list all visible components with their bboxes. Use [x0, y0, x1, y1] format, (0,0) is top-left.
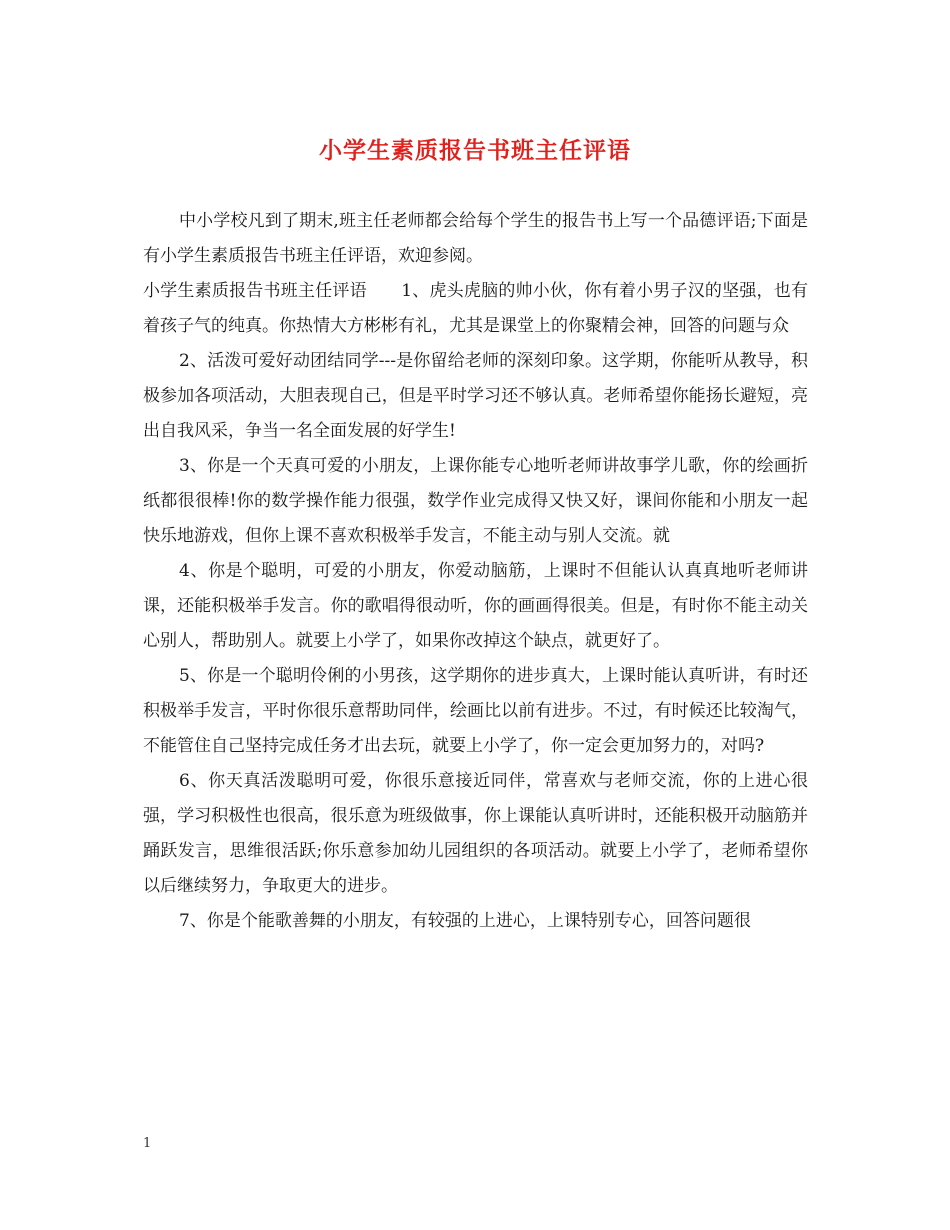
paragraph-comment-6: 6、你天真活泼聪明可爱，你很乐意接近同伴，常喜欢与老师交流，你的上进心很强，学习积极性也很高，很乐意为班级做事，你上课能认真听讲时，还能积极开动脑筋并踊跃发言，思维很活跃;你乐意参加幼儿园组织的各项活动。就要上小学了，老师希望你以后继续努力，争取更大的进步。: [143, 771, 808, 896]
paragraph-comment-4: 4、你是个聪明，可爱的小朋友，你爱动脑筋，上课时不但能认认真真地听老师讲课，还能积极举手发言。你的歌唱得很动听，你的画画得很美。但是，有时你不能主动关心别人，帮助别人。就要上小学了，如果你改掉这个缺点，就更好了。: [143, 561, 808, 651]
document-body: [143, 204, 808, 939]
paragraph-comment-3: 3、你是一个天真可爱的小朋友，上课你能专心地听老师讲故事学儿歌，你的绘画折纸都很很棒!你的数学操作能力很强，数学作业完成得又快又好，课间你能和小朋友一起快乐地游戏，但你上课不喜欢积极举手发言，不能主动与别人交流。就: [143, 456, 808, 546]
page-number: 1: [143, 1136, 152, 1151]
paragraph-comment-5: 5、你是一个聪明伶俐的小男孩，这学期你的进步真大，上课时能认真听讲，有时还积极举手发言，平时你很乐意帮助同伴，绘画比以前有进步。不过，有时候还比较淘气，不能管住自己坚持完成任务才出去玩，就要上小学了，你一定会更加努力的，对吗?: [143, 666, 808, 756]
document-title: 小学生素质报告书班主任评语: [319, 137, 631, 164]
paragraph-intro: 中小学校凡到了期末,班主任老师都会给每个学生的报告书上写一个品德评语;下面是有小学生素质报告书班主任评语，欢迎参阅。: [143, 211, 808, 266]
paragraph-comment-2: 2、活泼可爱好动团结同学---是你留给老师的深刻印象。这学期，你能听从教导，积极参加各项活动，大胆表现自己，但是平时学习还不够认真。老师希望你能扬长避短，亮出自我风采，争当一名全面发展的好学生!: [143, 351, 808, 441]
paragraph-comment-1: 小学生素质报告书班主任评语 1、虎头虎脑的帅小伙，你有着小男子汉的坚强，也有着孩子气的纯真。你热情大方彬彬有礼，尤其是课堂上的你聚精会神，回答的问题与众: [143, 281, 808, 336]
paragraph-comment-7: 7、你是个能歌善舞的小朋友，有较强的上进心，上课特别专心，回答问题很: [179, 911, 751, 931]
